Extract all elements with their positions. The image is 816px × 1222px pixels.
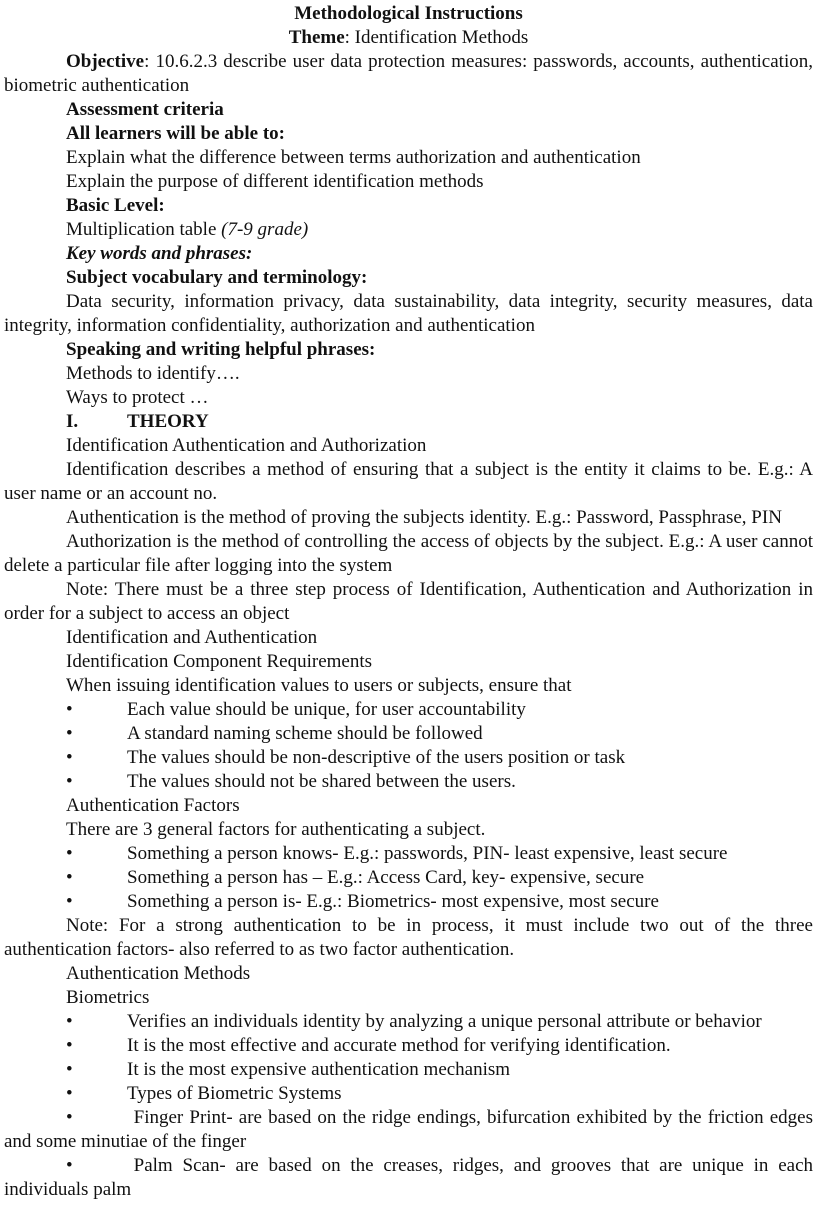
learner-goal: Explain what the difference between terms authorization and authentication [66,147,641,168]
bullet-icon: • [66,867,73,888]
theme-label: Theme [288,27,345,48]
list-item-text: The values should be non-descriptive of the users position or task [127,747,626,768]
list-item-text: The values should not be shared between the users. [127,771,516,792]
list-item [4,746,813,770]
theme-value: : Identification Methods [344,27,529,48]
objective-label: Objective [66,51,145,72]
icr-intro: When issuing identification values to users or subjects, ensure that [66,675,572,696]
list-item-text: Something a person has – E.g.: Access Card, key- expensive, secure [127,867,645,888]
subject-vocab-text: Data security, information privacy, data sustainability, data integrity, security measures, data integrity, information confidentiality, authorization and authentication [4,291,813,336]
list-item [4,722,813,746]
subject-vocab-heading: Subject vocabulary and terminology: [66,267,368,288]
list-item-text: It is the most effective and accurate method for verifying identification. [127,1035,671,1056]
list-item-text: Something a person is- E.g.: Biometrics- most expensive, most secure [127,891,659,912]
authentication-definition: Authentication is the method of proving the subjects identity. E.g.: Password, Passphrase, PIN [66,507,782,528]
authorization-definition: Authorization is the method of controlling the access of objects by the subject. E.g.: A user cannot delete a particular file after logging into the system [4,531,813,576]
list-item-text: Verifies an individuals identity by analyzing a unique personal attribute or behavior [127,1011,762,1032]
process-note: Note: There must be a three step process of Identification, Authentication and Authorization in order for a subject to access an object [4,579,813,624]
bullet-icon: • [66,747,73,768]
bullet-icon: • [66,1035,73,1056]
theory-heading [4,410,813,434]
key-words-heading: Key words and phrases: [66,243,253,264]
list-item [4,1010,813,1034]
objective-paragraph [4,50,813,98]
fingerprint-text: Finger Print- are based on the ridge endings, bifurcation exhibited by the friction edges and some minutiae of the finger [4,1107,813,1152]
icr-heading: Identification Component Requirements [66,651,373,672]
phrase-item: Ways to protect … [66,387,209,408]
basic-level-heading: Basic Level: [66,195,165,216]
theory-title: THEORY [127,411,209,432]
speaking-heading: Speaking and writing helpful phrases: [66,339,376,360]
list-item [4,1034,813,1058]
basic-level-line [4,218,813,242]
theme-line [4,26,813,50]
section-title: Identification Authentication and Authorization [66,435,427,456]
theory-number: I. [66,411,79,432]
list-item [4,866,813,890]
list-item-text: It is the most expensive authentication mechanism [127,1059,511,1080]
fingerprint-paragraph [4,1106,813,1154]
assessment-heading: Assessment criteria [66,99,224,120]
palm-paragraph [4,1154,813,1202]
factors-heading: Authentication Factors [66,795,240,816]
bullet-icon: • [66,843,73,864]
bullet-icon: • [66,699,73,720]
list-item-text: Types of Biometric Systems [127,1083,342,1104]
basic-level-grade: (7-9 grade) [221,219,309,240]
bullet-icon: • [66,1059,73,1080]
list-item [4,1058,813,1082]
factors-note: Note: For a strong authentication to be in process, it must include two out of the three authentication factors- also referred to as two factor authentication. [4,915,813,960]
document-title: Methodological Instructions [294,3,523,24]
bullet-icon: • [66,1011,73,1032]
list-item-text: Each value should be unique, for user accountability [127,699,526,720]
list-item [4,1082,813,1106]
bullet-icon: • [66,1155,73,1176]
factors-intro: There are 3 general factors for authenticating a subject. [66,819,486,840]
all-learners-heading: All learners will be able to: [66,123,285,144]
list-item [4,698,813,722]
bullet-icon: • [66,1107,73,1128]
list-item [4,890,813,914]
bullet-icon: • [66,891,73,912]
methods-heading: Authentication Methods [66,963,251,984]
list-item [4,842,813,866]
identification-definition: Identification describes a method of ensuring that a subject is the entity it claims to be. E.g.: A user name or an account no. [4,459,813,504]
phrase-item: Methods to identify…. [66,363,240,384]
ia-heading: Identification and Authentication [66,627,318,648]
bullet-icon: • [66,771,73,792]
basic-level-text: Multiplication table [66,219,222,240]
bullet-icon: • [66,723,73,744]
objective-text: : 10.6.2.3 describe user data protection measures: passwords, accounts, authentication, biometric authentication [4,51,813,96]
palm-text: Palm Scan- are based on the creases, ridges, and grooves that are unique in each individuals palm [4,1155,813,1200]
biometrics-heading: Biometrics [66,987,150,1008]
list-item-text: A standard naming scheme should be followed [127,723,483,744]
list-item-text: Something a person knows- E.g.: passwords, PIN- least expensive, least secure [127,843,728,864]
list-item [4,770,813,794]
bullet-icon: • [66,1083,73,1104]
learner-goal: Explain the purpose of different identification methods [66,171,484,192]
